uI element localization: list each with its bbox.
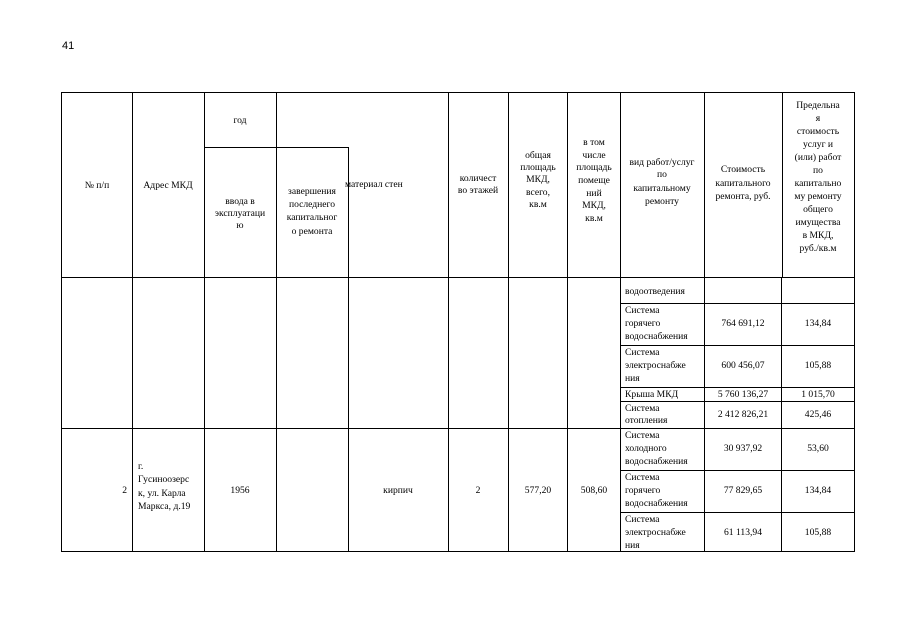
header-max-cost-line: му ремонту: [794, 191, 842, 202]
header-max-cost-line: руб./кв.м: [799, 243, 837, 254]
work-type-cell: Система: [625, 403, 660, 414]
building-num: 2: [122, 485, 127, 496]
col-divider: [704, 92, 705, 552]
row-line: [620, 512, 855, 513]
header-work-type-line: вид работ/услуг: [629, 157, 695, 168]
work-type-cell: отопления: [625, 415, 668, 426]
header-premises-area-line: помеще: [578, 175, 610, 186]
header-year-last-repair-line: последнего: [288, 199, 336, 210]
header-year-commissioning-line: эксплуатаци: [214, 208, 266, 219]
header-cost-line: ремонта, руб.: [715, 191, 771, 202]
max-cost-cell: 1 015,70: [801, 389, 835, 400]
building-address-line: Гусиноозерс: [138, 474, 190, 485]
col-divider: [508, 92, 509, 552]
building-year-commissioning: 1956: [230, 485, 250, 496]
work-type-cell: ния: [625, 540, 640, 551]
cost-cell: 61 113,94: [723, 527, 763, 538]
max-cost-cell: 134,84: [804, 318, 832, 329]
header-premises-area-line: площадь: [576, 162, 612, 173]
header-floors-line: количест: [459, 173, 497, 184]
building-address-line: Маркса, д.19: [138, 501, 191, 512]
building-premises-area: 508,60: [580, 485, 608, 496]
work-type-cell: Система: [625, 514, 660, 525]
header-year-commissioning-line: ю: [236, 220, 244, 231]
header-max-cost-line: я: [815, 113, 821, 124]
header-total-area-line: МКД,: [526, 174, 550, 185]
max-cost-cell: 105,88: [804, 360, 832, 371]
header-premises-area-line: кв.м: [585, 213, 603, 224]
cost-cell: 30 937,92: [723, 443, 763, 454]
row-line: [620, 303, 855, 304]
header-premises-area-line: ний: [586, 188, 602, 199]
row-line: [620, 345, 855, 346]
header-year-commissioning-line: ввода в: [225, 196, 255, 207]
work-type-cell: электроснабже: [625, 527, 686, 538]
row-line: [620, 470, 855, 471]
header-address: Адрес МКД: [143, 180, 193, 191]
header-cost-line: Стоимость: [720, 164, 766, 175]
work-type-cell: горячего: [625, 318, 661, 329]
header-year-group: год: [233, 115, 247, 126]
header-total-area-line: общая: [525, 150, 551, 161]
header-max-cost-line: услуг и: [802, 139, 834, 150]
table-border-bottom: [61, 551, 855, 552]
header-max-cost-line: в МКД,: [802, 230, 834, 241]
building-wall-material: кирпич: [383, 485, 413, 496]
header-max-cost-line: Предельна: [796, 100, 840, 111]
work-type-cell: холодного: [625, 443, 667, 454]
header-total-area-line: площадь: [520, 162, 556, 173]
col-divider: [448, 92, 449, 552]
header-wall-material: материал стен: [345, 179, 403, 190]
col-divider: [567, 92, 568, 552]
header-max-cost-line: общего: [803, 204, 833, 215]
cost-cell: 600 456,07: [721, 360, 765, 371]
header-total-area-line: кв.м: [529, 199, 547, 210]
header-num: № п/п: [84, 180, 110, 191]
header-max-cost-line: капитально: [794, 178, 842, 189]
max-cost-cell: 53,60: [807, 443, 829, 454]
work-type-cell: ния: [625, 373, 640, 384]
col-divider: [620, 92, 621, 552]
header-work-type-line: ремонту: [645, 196, 679, 207]
col-divider: [276, 92, 277, 552]
work-type-cell: Крыша МКД: [625, 389, 679, 400]
work-type-cell: водоотведения: [625, 286, 685, 297]
max-cost-cell: 105,88: [804, 527, 832, 538]
header-work-type-line: капитальному: [633, 183, 691, 194]
max-cost-cell: 425,46: [804, 409, 832, 420]
header-year-last-repair-line: завершения: [288, 186, 336, 197]
cost-cell: 764 691,12: [721, 318, 765, 329]
header-floors-line: во этажей: [457, 185, 499, 196]
building-total-area: 577,20: [524, 485, 552, 496]
work-type-cell: водоснабжения: [625, 498, 688, 509]
header-max-cost-line: стоимость: [796, 126, 840, 137]
row-line: [620, 387, 855, 388]
work-type-cell: электроснабже: [625, 360, 686, 371]
work-type-cell: водоснабжения: [625, 456, 688, 467]
table-border-left: [61, 92, 62, 552]
building-address-line: к, ул. Карла: [138, 488, 186, 499]
header-year-last-repair-line: капитальног: [286, 212, 338, 223]
work-type-cell: горячего: [625, 485, 661, 496]
year-subheader-line: [204, 147, 349, 148]
work-type-cell: водоснабжения: [625, 331, 688, 342]
header-max-cost-line: (или) работ: [794, 152, 842, 163]
building-address-line: г.: [138, 461, 144, 472]
col-divider: [204, 92, 205, 552]
header-year-last-repair-line: о ремонта: [291, 226, 333, 237]
header-bottom-line: [61, 277, 855, 278]
header-cost-line: капитального: [715, 178, 771, 189]
cost-cell: 2 412 826,21: [717, 409, 769, 420]
col-divider: [132, 92, 133, 552]
building-floors: 2: [475, 485, 481, 496]
page-number: 41: [62, 40, 75, 52]
cost-cell: 5 760 136,27: [717, 389, 769, 400]
table-border-top: [61, 92, 855, 93]
col-divider: [348, 147, 349, 552]
header-premises-area-line: числе: [582, 150, 606, 161]
col-divider: [782, 92, 783, 278]
work-type-cell: Система: [625, 305, 660, 316]
col-divider: [781, 278, 782, 552]
table-border-right: [854, 92, 855, 552]
max-cost-cell: 134,84: [804, 485, 832, 496]
header-total-area-line: всего,: [526, 187, 550, 198]
header-premises-area-line: МКД,: [582, 200, 606, 211]
header-work-type-line: по: [657, 169, 667, 180]
header-max-cost-line: имущества: [795, 217, 841, 228]
header-max-cost-line: по: [813, 165, 823, 176]
work-type-cell: Система: [625, 430, 660, 441]
building-separator-line: [61, 428, 855, 429]
cost-cell: 77 829,65: [723, 485, 763, 496]
header-premises-area-line: в том: [583, 137, 605, 148]
work-type-cell: Система: [625, 472, 660, 483]
work-type-cell: Система: [625, 347, 660, 358]
